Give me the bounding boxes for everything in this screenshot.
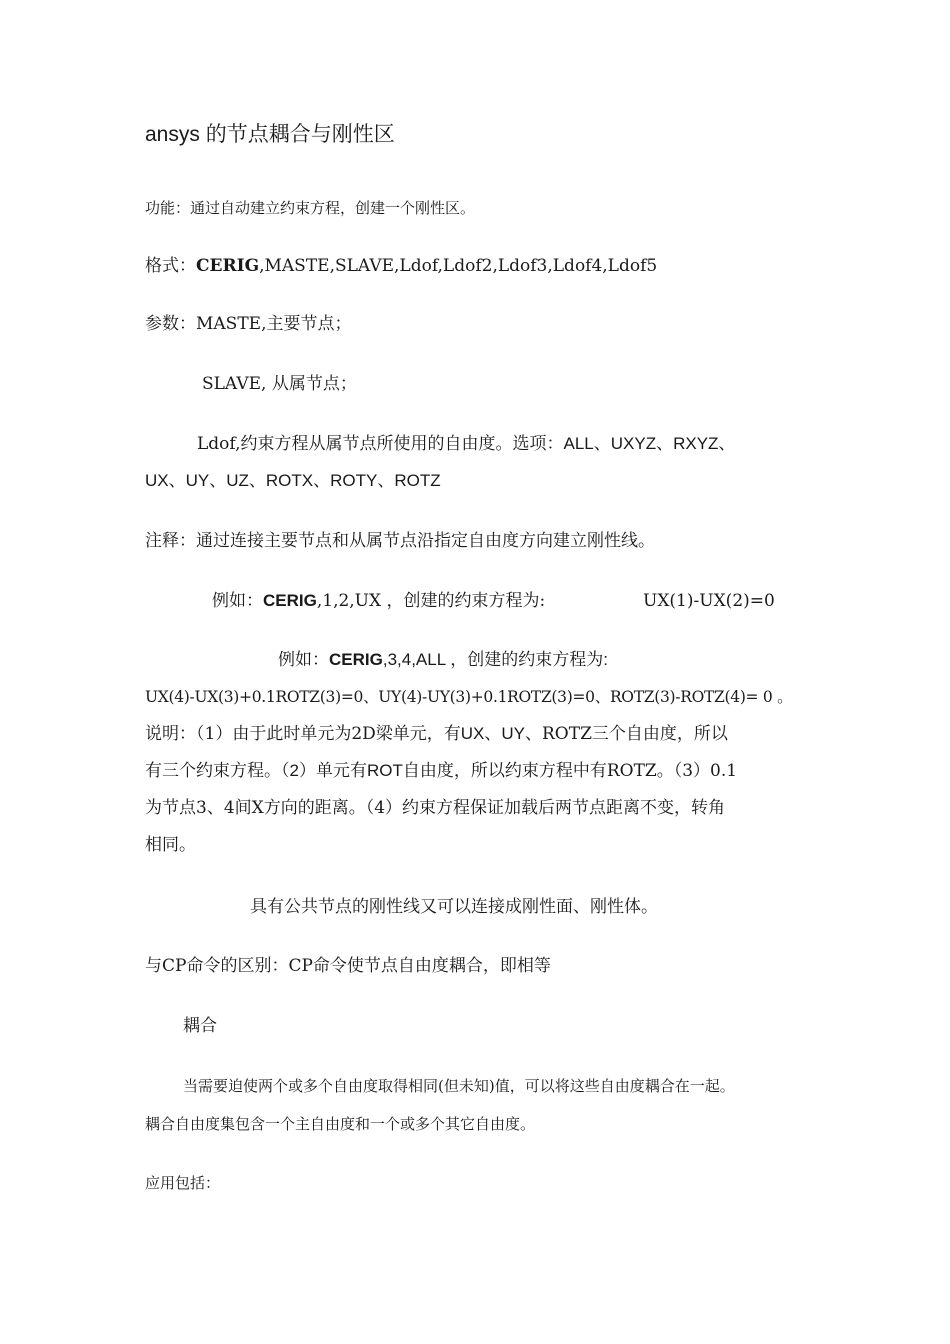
function-line: 功能：通过自动建立约束方程，创建一个刚性区。	[145, 199, 476, 217]
params-line	[145, 314, 351, 334]
example1-label: 例如：	[212, 591, 263, 611]
explain-line-3: 为节点3、4间X方向的距离。（4）约束方程保证加载后两节点距离不变，转角	[145, 798, 726, 818]
format-args: ,MASTE,SLAVE,Ldof,Ldof2,Ldof3,Ldof4,Ldof5	[259, 256, 658, 276]
explain-text: 有三个约束方程。（	[145, 761, 290, 781]
format-label: 格式：	[145, 256, 196, 276]
explain-line-4: 相同。	[145, 835, 196, 855]
explain-text: 说明：（1）由于此时单元为2D梁单元，有	[145, 724, 461, 744]
explain-dof: ROT	[366, 761, 403, 780]
example2-label: 例如：	[278, 650, 329, 670]
param-ldof	[197, 434, 735, 454]
explain-number: 2	[289, 761, 299, 780]
params-label: 参数：	[145, 314, 196, 334]
example1-line	[212, 591, 545, 611]
example2-args: ,3,4,ALL ，创建的约束方程为:	[382, 650, 608, 669]
note-line: 注释：通过连接主要节点和从属节点沿指定自由度方向建立刚性线。	[145, 531, 655, 551]
format-line	[145, 256, 657, 276]
param-ldof-options-cont: UX、UY、UZ、ROTX、ROTY、ROTZ	[145, 471, 441, 490]
coupling-heading: 耦合	[183, 1016, 217, 1036]
explain-line-1	[145, 724, 728, 744]
example2-equation: UX(4)-UX(3)+0.1ROTZ(3)=0、UY(4)-UY(3)+0.1ROTZ(3)=0、ROTZ(3)-ROTZ(4)= 0 。	[145, 688, 793, 706]
explain-text: 、ROTZ三个自由度，所以	[525, 724, 728, 744]
example1-args: ,1,2,UX ，创建的约束方程为:	[316, 591, 546, 611]
format-command: CERIG	[196, 256, 260, 276]
explain-text: 自由度，所以约束方程中有ROTZ。（3）0.1	[402, 761, 738, 781]
cp-diff-line: 与CP命令的区别：CP命令使节点自由度耦合，即相等	[145, 956, 551, 976]
explain-text: ）单元有	[298, 761, 367, 781]
page-title: ansys 的节点耦合与刚性区	[145, 123, 395, 146]
explain-line-2	[145, 761, 737, 781]
example2-line	[278, 650, 608, 670]
example1-command: CERIG	[263, 591, 317, 610]
explain-dof: UX、UY	[460, 724, 525, 743]
coupling-paragraph-2: 耦合自由度集包含一个主自由度和一个或多个其它自由度。	[145, 1115, 536, 1133]
param-ldof-text: Ldof,约束方程从属节点所使用的自由度。选项：	[197, 434, 564, 454]
param-slave: SLAVE, 从属节点；	[202, 374, 357, 394]
param-maste: MASTE,主要节点；	[196, 314, 352, 334]
example1-equation: UX(1)-UX(2)=0	[643, 591, 775, 611]
coupling-paragraph-1: 当需要迫使两个或多个自由度取得相同(但未知)值，可以将这些自由度耦合在一起。	[183, 1077, 735, 1095]
apply-line: 应用包括：	[145, 1174, 221, 1192]
param-ldof-options: ALL、UXYZ、RXYZ、	[563, 434, 736, 453]
example2-command: CERIG	[329, 650, 383, 669]
public-node-line: 具有公共节点的刚性线又可以连接成刚性面、刚性体。	[250, 897, 658, 917]
